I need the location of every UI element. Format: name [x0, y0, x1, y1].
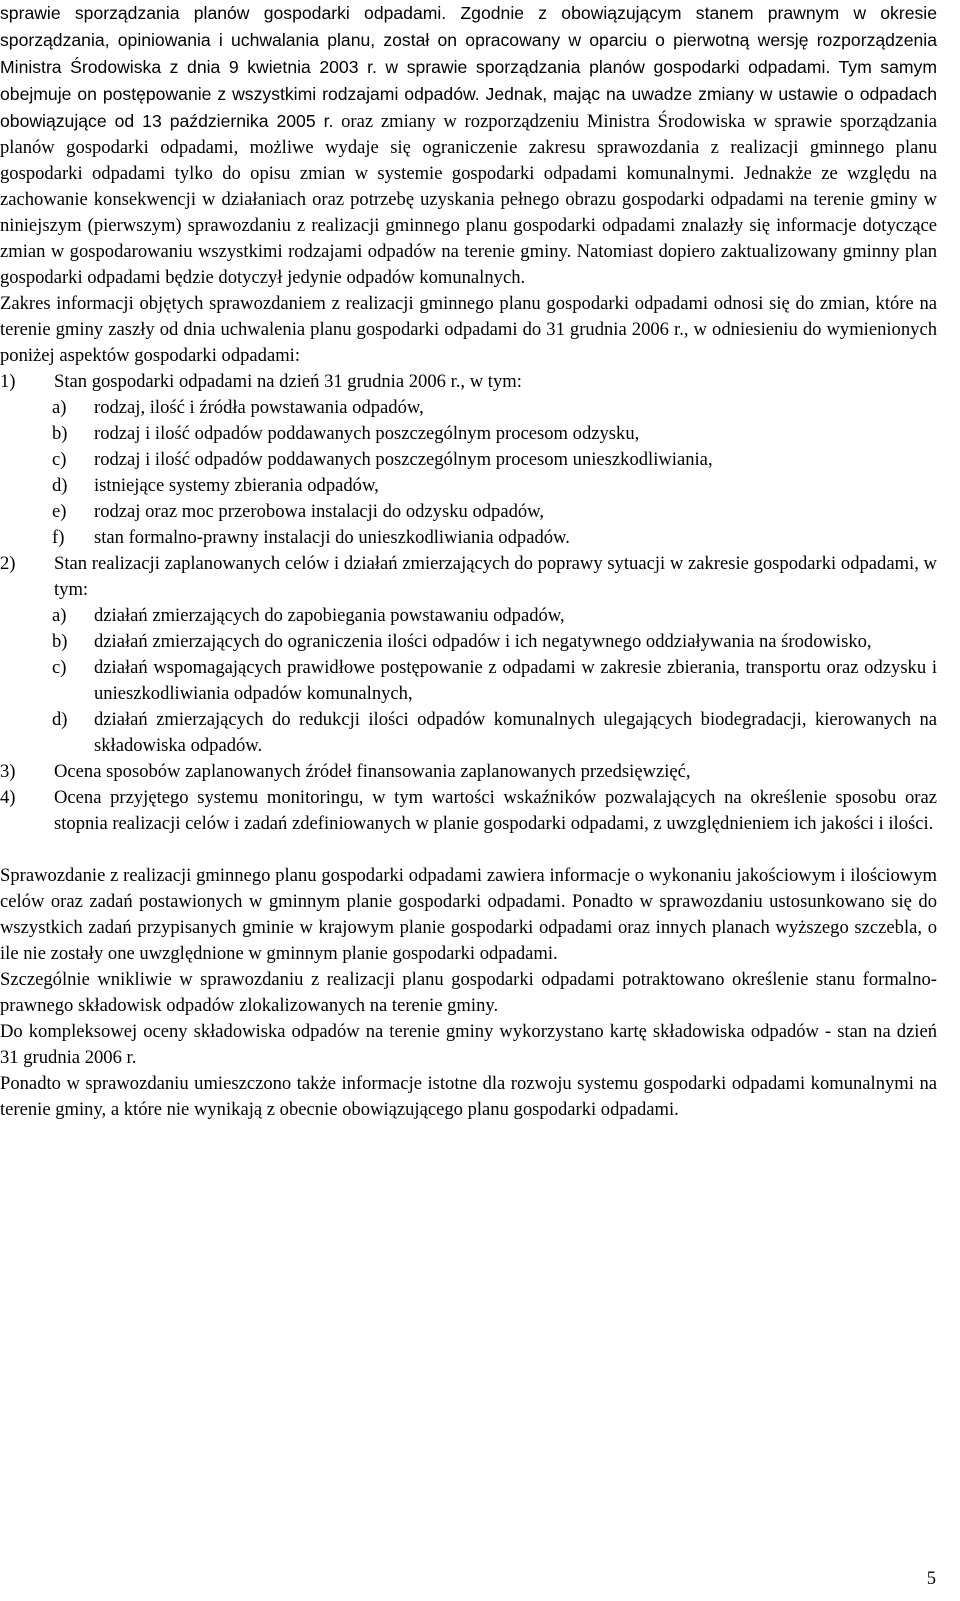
closing-section	[0, 863, 937, 1123]
sub-item	[0, 473, 937, 499]
list-item-number: 4)	[0, 787, 16, 808]
sub-item-text: działań zmierzających do zapobiegania powstawaniu odpadów,	[94, 605, 565, 626]
sub-item-letter: b)	[52, 631, 68, 652]
sub-item	[0, 655, 937, 707]
sub-item	[0, 603, 937, 629]
sub-item-letter: a)	[52, 397, 67, 418]
list-item-number: 1)	[0, 371, 16, 392]
sub-item	[0, 525, 937, 551]
list-item-heading	[0, 369, 937, 395]
closing-paragraph: Szczególnie wnikliwie w sprawozdaniu z realizacji planu gospodarki odpadami potraktowano określenie stanu formalno-prawnego składowisk odpadów zlokalizowanych na terenie gminy.	[0, 969, 937, 1016]
sub-item	[0, 707, 937, 759]
sub-item-letter: c)	[52, 657, 67, 678]
list-item	[0, 551, 937, 759]
list-item-text: Stan gospodarki odpadami na dzień 31 grudnia 2006 r., w tym:	[54, 371, 522, 392]
sub-item	[0, 499, 937, 525]
paragraph-gap	[0, 837, 937, 863]
list-item	[0, 785, 937, 837]
list-item-text: Stan realizacji zaplanowanych celów i działań zmierzających do poprawy sytuacji w zakresie gospodarki odpadami, w tym:	[54, 553, 937, 600]
sub-item	[0, 421, 937, 447]
sub-item-text: działań wspomagających prawidłowe postępowanie z odpadami w zakresie zbierania, transportu oraz odzysku i unieszkodliwiania odpadów komunalnych,	[94, 657, 937, 704]
sub-item-text: stan formalno-prawny instalacji do unieszkodliwiania odpadów.	[94, 527, 570, 548]
sub-item-text: rodzaj oraz moc przerobowa instalacji do odzysku odpadów,	[94, 501, 545, 522]
sub-item-text: działań zmierzających do ograniczenia ilości odpadów i ich negatywnego oddziaływania na środowisko,	[94, 631, 872, 652]
aspects-list	[0, 369, 937, 837]
list-item-number: 3)	[0, 761, 16, 782]
list-item-number: 2)	[0, 553, 16, 574]
closing-paragraph: Sprawozdanie z realizacji gminnego planu gospodarki odpadami zawiera informacje o wykonaniu jakościowym i ilościowym celów oraz zadań postawionych w gminnym planie gospodarki odpadami. Ponadto w sprawozdaniu ustosunkowano się do wszystkich zadań przypisanych gminie w krajowym planie gospodarki odpadami oraz innych planach wyższego szczebla, o ile nie zostały one uwzględnione w gminnym planie gospodarki odpadami.	[0, 865, 937, 964]
sub-item	[0, 395, 937, 421]
intro-sans-text: sprawie sporządzania planów gospodarki odpadami. Zgodnie z obowiązującym stanem prawnym w okresie sporządzania, opiniowania i uchwalania planu, został on opracowany w oparciu o pierwotną wersję rozporządzenia Ministra Środowiska z dnia 9 kwietnia 2003 r. w sprawie sporządzania planów gospodarki odpadami. Tym samym obejmuje on postępowanie z wszystkimi rodzajami odpadów. Jednak, mając na uwadze zmiany w ustawie o odpadach obowiązujące od 13 października 2005 r.	[0, 3, 937, 131]
scope-paragraph: Zakres informacji objętych sprawozdaniem z realizacji gminnego planu gospodarki odpadami odnosi się do zmian, które na terenie gminy zaszły od dnia uchwalenia planu gospodarki odpadami do 31 grudnia 2006 r., w odniesieniu do wymienionych poniżej aspektów gospodarki odpadami:	[0, 293, 937, 366]
list-item-heading	[0, 759, 937, 785]
sub-item	[0, 629, 937, 655]
list-item	[0, 759, 937, 785]
sub-item-letter: d)	[52, 709, 68, 730]
closing-paragraph: Do kompleksowej oceny składowiska odpadów na terenie gminy wykorzystano kartę składowiska odpadów - stan na dzień 31 grudnia 2006 r.	[0, 1021, 937, 1068]
list-item-heading	[0, 551, 937, 603]
sub-item-letter: c)	[52, 449, 67, 470]
sub-item-letter: b)	[52, 423, 68, 444]
list-item	[0, 369, 937, 551]
intro-serif-text: oraz zmiany w rozporządzeniu Ministra Środowiska w sprawie sporządzania planów gospodarki odpadami, możliwe wydaje się ograniczenie zakresu sprawozdania z realizacji gminnego planu gospodarki odpadami tylko do opisu zmian w systemie gospodarki odpadami komunalnymi. Jednakże ze względu na zachowanie konsekwencji w działaniach oraz potrzebę uzyskania pełnego obrazu gospodarki odpadami na terenie gminy w niniejszym (pierwszym) sprawozdaniu z realizacji gminnego planu gospodarki odpadami znalazły się informacje dotyczące zmian w gospodarowaniu wszystkimi rodzajami odpadów na terenie gminy. Natomiast dopiero zaktualizowany gminny plan gospodarki odpadami będzie dotyczył jedynie odpadów komunalnych.	[0, 111, 937, 288]
closing-paragraph: Ponadto w sprawozdaniu umieszczono także informacje istotne dla rozwoju systemu gospodarki odpadami komunalnymi na terenie gminy, a które nie wynikają z obecnie obowiązującego planu gospodarki odpadami.	[0, 1073, 937, 1120]
sub-item-letter: a)	[52, 605, 67, 626]
sub-item-letter: d)	[52, 475, 68, 496]
list-item-text: Ocena sposobów zaplanowanych źródeł finansowania zaplanowanych przedsięwzięć,	[54, 761, 691, 782]
sub-item-text: działań zmierzających do redukcji ilości odpadów komunalnych ulegających biodegradacji, kierowanych na składowiska odpadów.	[94, 709, 937, 756]
sub-item-letter: f)	[52, 527, 65, 548]
list-item-heading	[0, 785, 937, 837]
page-number: 5	[926, 1568, 936, 1589]
sub-item-text: rodzaj i ilość odpadów poddawanych poszczególnym procesom unieszkodliwiania,	[94, 449, 713, 470]
sub-item-text: rodzaj, ilość i źródła powstawania odpadów,	[94, 397, 424, 418]
list-item-text: Ocena przyjętego systemu monitoringu, w tym wartości wskaźników pozwalających na określenie sposobu oraz stopnia realizacji celów i zadań zdefiniowanych w planie gospodarki odpadami, z uwzględnieniem ich jakości i ilości.	[54, 787, 937, 834]
sub-item-letter: e)	[52, 501, 67, 522]
sub-item-text: istniejące systemy zbierania odpadów,	[94, 475, 379, 496]
intro-paragraph	[0, 0, 937, 291]
sub-item	[0, 447, 937, 473]
sub-item-text: rodzaj i ilość odpadów poddawanych poszczególnym procesom odzysku,	[94, 423, 640, 444]
